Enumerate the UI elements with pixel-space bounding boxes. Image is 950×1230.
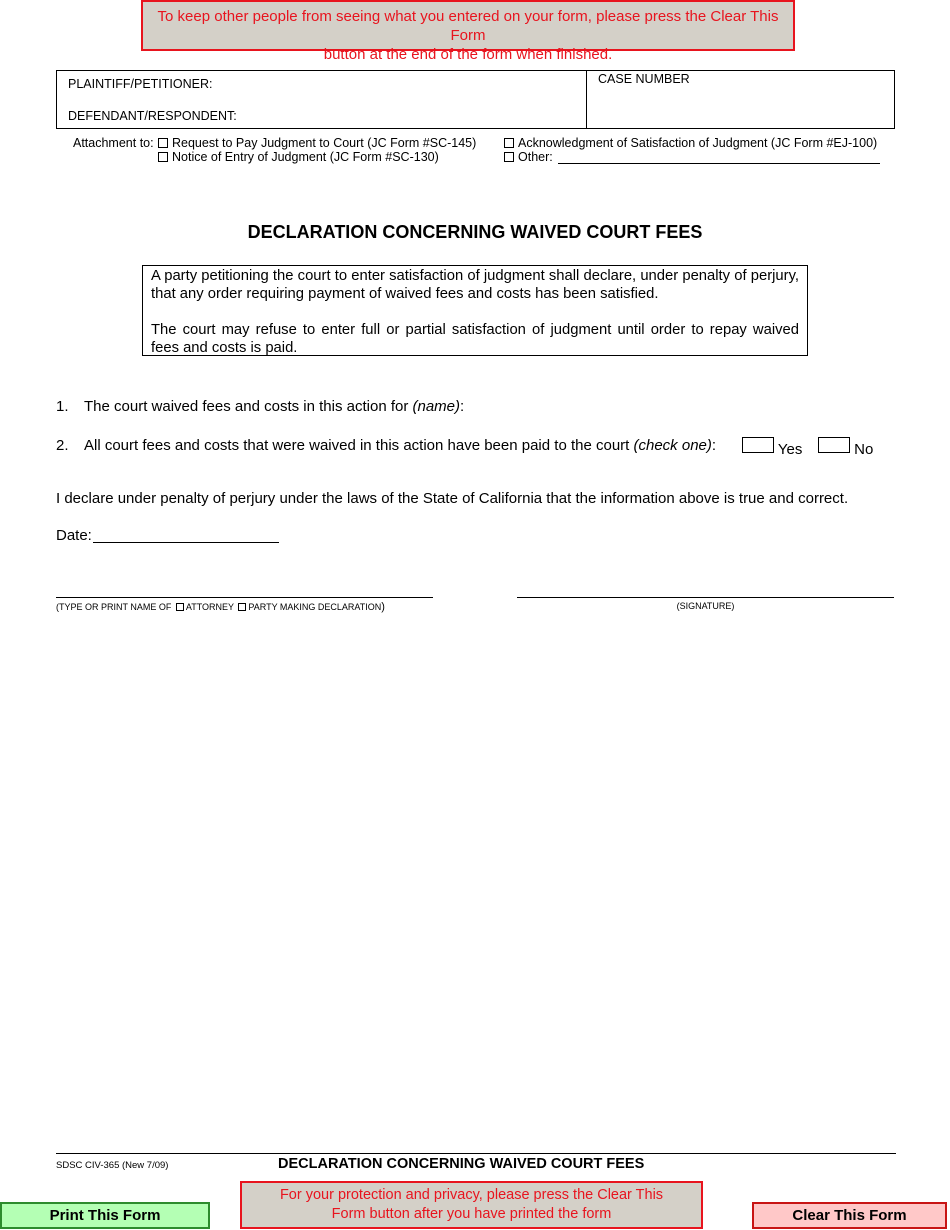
yes-label: Yes <box>777 441 803 458</box>
signature-caption: (SIGNATURE) <box>676 601 735 611</box>
caption-divider <box>586 70 587 129</box>
printed-name-line <box>56 597 433 598</box>
item-1 <box>56 398 464 415</box>
privacy-notice-bottom-line2: Form button after you have printed the form <box>331 1206 612 1222</box>
declaration-statement: I declare under penalty of perjury under the laws of the State of California that the information above is true and correct. <box>56 490 849 507</box>
defendant-label: DEFENDANT/RESPONDENT: <box>68 109 237 123</box>
attachment-option-sc145[interactable] <box>158 136 476 150</box>
attachment-option-sc130[interactable] <box>158 150 439 164</box>
no-option[interactable] <box>818 437 873 458</box>
form-id: SDSC CIV-365 (New 7/09) <box>56 1160 169 1171</box>
date-label: Date: <box>56 527 92 544</box>
privacy-notice-top <box>141 0 795 63</box>
attachment-label: Attachment to: <box>73 136 154 150</box>
print-form-button[interactable]: Print This Form <box>0 1202 210 1229</box>
privacy-notice-bottom-line1: For your protection and privacy, please press the Clear This <box>279 1187 664 1203</box>
attorney-checkbox[interactable] <box>176 603 184 611</box>
privacy-notice-top-line2: button at the end of the form when finished. <box>323 46 613 63</box>
item-2-suffix: : <box>711 437 717 454</box>
item-1-text: The court waived fees and costs in this action for <box>84 398 413 415</box>
form-title: DECLARATION CONCERNING WAIVED COURT FEES <box>247 222 703 242</box>
name-caption-suffix: ) <box>381 601 385 613</box>
privacy-notice-top-line1: To keep other people from seeing what you entered on your form, please press the Clear This Form <box>157 8 779 44</box>
checkbox-sc130[interactable] <box>158 152 168 162</box>
checkbox-other[interactable] <box>504 152 514 162</box>
notice-box <box>142 265 808 356</box>
signature-line <box>517 597 894 598</box>
no-checkbox[interactable] <box>818 437 850 453</box>
signature-field[interactable] <box>517 578 894 596</box>
attorney-label: ATTORNEY <box>185 602 234 612</box>
case-number-label: CASE NUMBER <box>598 72 690 86</box>
attachment-option-other-label: Other: <box>518 150 553 164</box>
case-number-field[interactable] <box>598 92 888 122</box>
privacy-notice-bottom <box>240 1181 703 1229</box>
attachment-option-sc130-label: Notice of Entry of Judgment (JC Form #SC-130) <box>172 150 439 164</box>
item-2-italic: (check one) <box>633 437 712 454</box>
printed-name-field[interactable] <box>56 578 433 596</box>
party-checkbox[interactable] <box>238 603 246 611</box>
item-1-number: 1. <box>56 398 69 415</box>
no-label: No <box>854 441 874 458</box>
attachment-option-ej100[interactable] <box>504 136 877 150</box>
clear-form-button[interactable]: Clear This Form <box>752 1202 947 1229</box>
defendant-field[interactable] <box>240 109 580 125</box>
item-1-italic: (name) <box>412 398 461 415</box>
checkbox-sc145[interactable] <box>158 138 168 148</box>
date-field[interactable] <box>93 526 279 542</box>
name-caption-prefix: (TYPE OR PRINT NAME OF <box>56 602 172 612</box>
printed-name-caption <box>56 601 385 613</box>
yes-checkbox[interactable] <box>742 437 774 453</box>
waived-name-field[interactable] <box>482 398 892 416</box>
notice-paragraph-2: The court may refuse to enter full or partial satisfaction of judgment until order to repay waived fees and costs is paid. <box>151 322 799 356</box>
item-2-number: 2. <box>56 437 69 454</box>
attachment-other-underline <box>558 163 880 164</box>
yes-option[interactable] <box>742 437 802 458</box>
item-1-suffix: : <box>460 398 465 415</box>
attachment-option-ej100-label: Acknowledgment of Satisfaction of Judgment (JC Form #EJ-100) <box>518 136 878 150</box>
party-label: PARTY MAKING DECLARATION <box>248 602 382 612</box>
attachment-option-sc145-label: Request to Pay Judgment to Court (JC Form #SC-145) <box>172 136 477 150</box>
item-2-text: All court fees and costs that were waived in this action have been paid to the court <box>84 437 634 454</box>
plaintiff-field[interactable] <box>210 77 580 93</box>
plaintiff-label: PLAINTIFF/PETITIONER: <box>68 77 213 91</box>
item-2 <box>56 437 716 454</box>
checkbox-ej100[interactable] <box>504 138 514 148</box>
footer-rule <box>56 1153 896 1154</box>
date-underline <box>93 542 279 543</box>
attachment-option-other[interactable] <box>504 150 553 164</box>
notice-paragraph-1: A party petitioning the court to enter satisfaction of judgment shall declare, under penalty of perjury, that any order requiring payment of waived fees and costs has been satisfied. <box>151 268 799 302</box>
attachment-other-field[interactable] <box>560 150 878 163</box>
footer-title: DECLARATION CONCERNING WAIVED COURT FEES <box>278 1156 645 1172</box>
